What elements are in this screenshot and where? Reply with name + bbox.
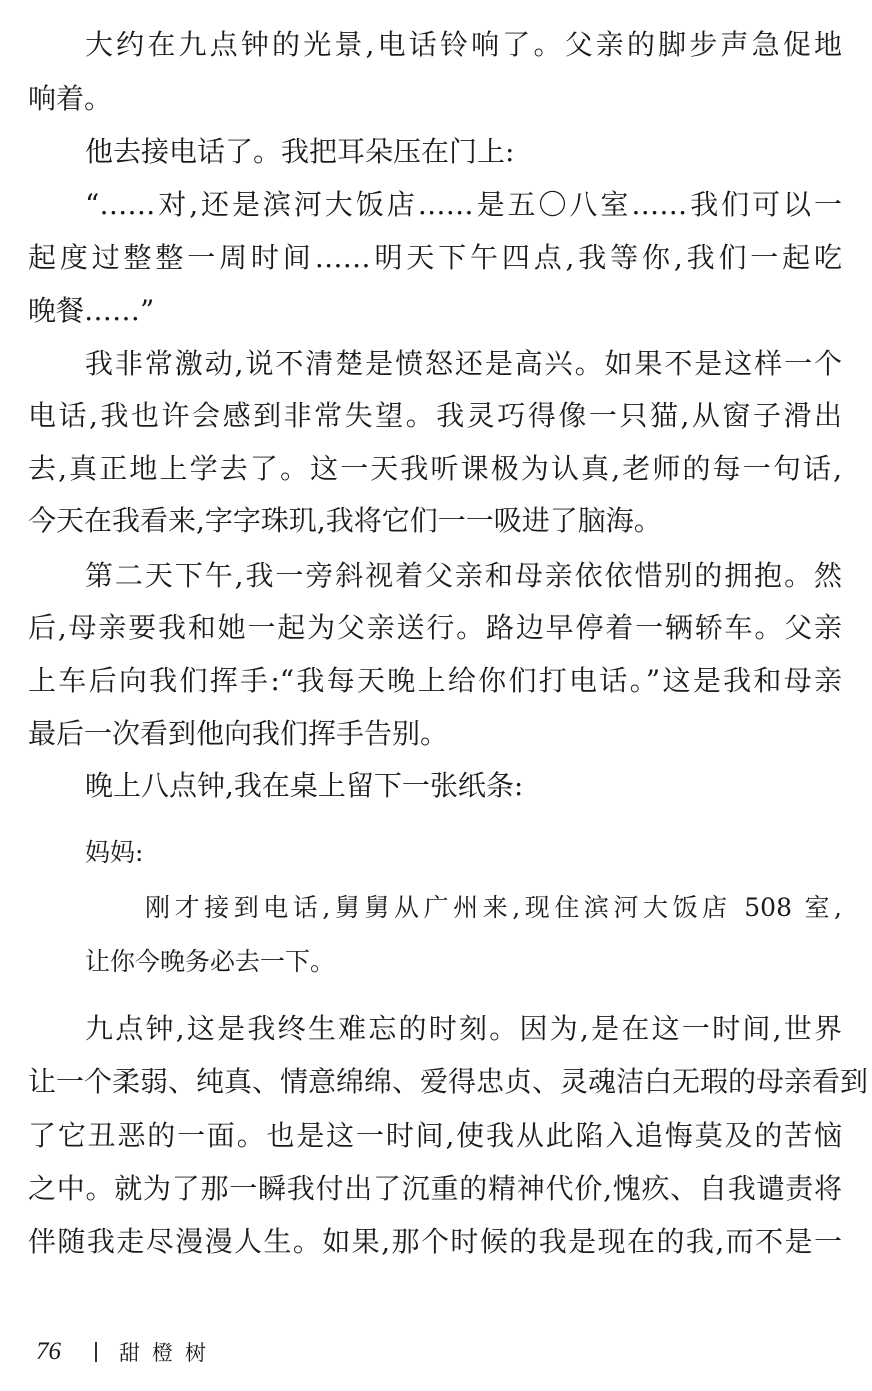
paragraph-line: 我非常激动,说不清楚是愤怒还是高兴。如果不是这样一个 [85, 347, 842, 380]
footer-divider [95, 1342, 97, 1362]
paragraph-line: 九点钟,这是我终生难忘的时刻。因为,是在这一时间,世界 [85, 1012, 842, 1045]
paragraph-line: 晚餐……” [28, 294, 155, 327]
paragraph-line: 第二天下午,我一旁斜视着父亲和母亲依依惜别的拥抱。然 [85, 559, 842, 592]
paragraph-line: 大约在九点钟的光景,电话铃响了。父亲的脚步声急促地 [85, 28, 842, 61]
paragraph-line: 了它丑恶的一面。也是这一时间,使我从此陷入追悔莫及的苦恼 [28, 1119, 842, 1152]
paragraph-line: 晚上八点钟,我在桌上留下一张纸条: [85, 769, 524, 802]
paragraph-line: 伴随我走尽漫漫人生。如果,那个时候的我是现在的我,而不是一 [28, 1225, 842, 1258]
letter-salutation-line: 妈妈: [85, 838, 144, 867]
letter-body-line: 刚才接到电话,舅舅从广州来,现住滨河大饭店 508 室, [145, 893, 842, 922]
paragraph-line: 上车后向我们挥手:“我每天晚上给你们打电话。”这是我和母亲 [28, 664, 842, 697]
paragraph-line: 去,真正地上学去了。这一天我听课极为认真,老师的每一句话, [28, 452, 842, 485]
page-number: 76 [36, 1338, 61, 1365]
paragraph-line: 响着。 [28, 82, 113, 115]
paragraph-line: “……对,还是滨河大饭店……是五〇八室……我们可以一 [85, 188, 842, 221]
paragraph-line: 之中。就为了那一瞬我付出了沉重的精神代价,愧疚、自我谴责将 [28, 1172, 842, 1205]
paragraph-line: 后,母亲要我和她一起为父亲送行。路边早停着一辆轿车。父亲 [28, 611, 842, 644]
paragraph-line: 今天在我看来,字字珠玑,我将它们一一吸进了脑海。 [28, 504, 662, 537]
page-footer [36, 1336, 218, 1368]
paragraph-line: 让一个柔弱、纯真、情意绵绵、爱得忠贞、灵魂洁白无瑕的母亲看到 [28, 1065, 869, 1098]
letter-body-line: 让你今晚务必去一下。 [85, 947, 336, 976]
book-title: 甜橙树 [119, 1341, 218, 1365]
paragraph-line: 最后一次看到他向我们挥手告别。 [28, 717, 449, 750]
paragraph-line: 电话,我也许会感到非常失望。我灵巧得像一只猫,从窗子滑出 [28, 399, 842, 432]
paragraph-line: 起度过整整一周时间……明天下午四点,我等你,我们一起吃 [28, 241, 842, 274]
paragraph-line: 他去接电话了。我把耳朵压在门上: [85, 135, 515, 168]
